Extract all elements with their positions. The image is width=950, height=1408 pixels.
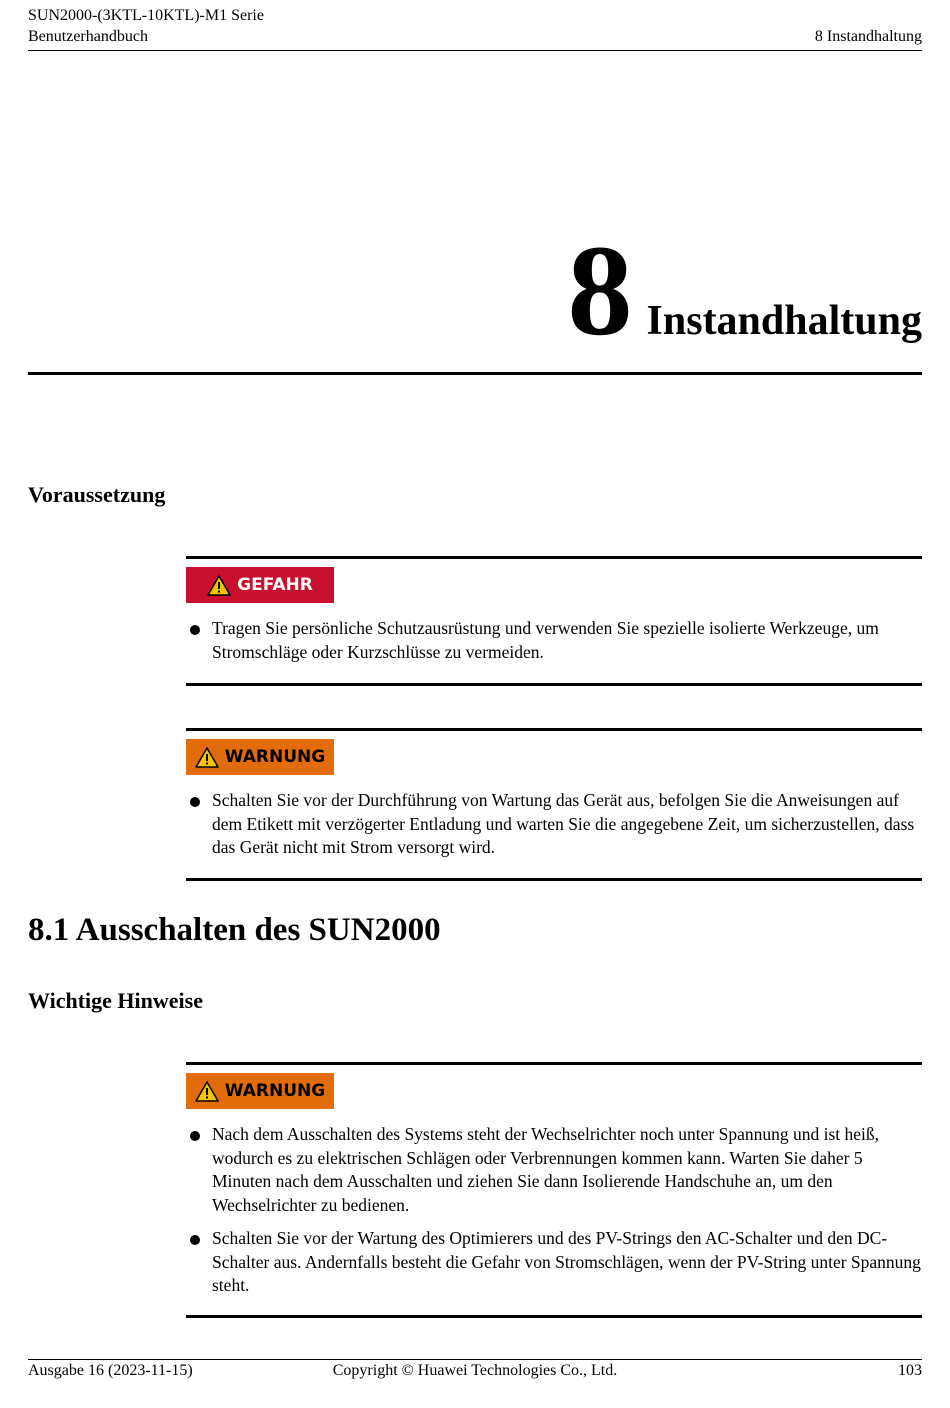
section-heading-8-1: 8.1 Ausschalten des SUN2000 xyxy=(28,912,441,948)
warning-triangle-icon xyxy=(195,1081,219,1102)
warning-item-text: Schalten Sie vor der Durchführung von Wartung das Gerät aus, befolgen Sie die Anweisungen auf dem Etikett mit verzögerter Entladung und warten Sie die angegebene Zeit, um sicherzustellen, dass das Gerät nicht mit Strom versorgt wird. xyxy=(212,790,915,857)
warning-label: WARNUNG xyxy=(224,747,326,767)
warning-item-text: Nach dem Ausschalten des Systems steht der Wechselrichter noch unter Spannung und ist heiß, wodurch es zu elektrischen Schlägen oder Verbrennungen kommen kann. Warten Sie daher 5 Minuten nach dem Ausschalten und ziehen Sie dann Isolierende Handschuhe an, um den Wechselrichter zu bedienen. xyxy=(212,1124,880,1215)
warning-notice-maintenance xyxy=(186,728,922,881)
header-product-title: SUN2000-(3KTL-10KTL)-M1 Serie xyxy=(28,7,264,24)
page-header xyxy=(28,5,922,47)
header-doc-type: Benutzerhandbuch xyxy=(28,28,148,45)
chapter-title: Instandhaltung xyxy=(646,298,922,344)
danger-badge xyxy=(186,567,334,603)
footer-edition: Ausgabe 16 (2023-11-15) xyxy=(28,1362,193,1379)
footer-divider xyxy=(28,1359,922,1360)
header-chapter-ref: 8 Instandhaltung xyxy=(814,28,922,45)
footer-page-number: 103 xyxy=(898,1362,922,1379)
list-item xyxy=(186,789,922,860)
danger-item-text: Tragen Sie persönliche Schutzausrüstung und verwenden Sie spezielle isolierte Werkzeuge, um Stromschläge oder Kurzschlüsse zu vermeiden. xyxy=(212,618,879,662)
important-notes-heading: Wichtige Hinweise xyxy=(28,988,203,1013)
chapter-heading xyxy=(567,219,922,363)
warning-badge xyxy=(186,1073,334,1109)
danger-label: GEFAHR xyxy=(237,575,313,595)
danger-notice xyxy=(186,556,922,686)
warning-item-text: Schalten Sie vor der Wartung des Optimierers und des PV-Strings den AC-Schalter und den DC-Schalter aus. Andernfalls besteht die Gefahr von Stromschlägen, wenn der PV-String unter Spannung steht. xyxy=(212,1228,921,1295)
warning-triangle-icon xyxy=(207,575,231,596)
bullet-icon xyxy=(190,625,200,635)
warning-label: WARNUNG xyxy=(224,1081,326,1101)
warning-notice-shutdown xyxy=(186,1062,922,1318)
footer-copyright: Copyright © Huawei Technologies Co., Ltd. xyxy=(332,1362,618,1379)
danger-items xyxy=(186,617,922,674)
warning-items xyxy=(186,1123,922,1308)
list-item xyxy=(186,617,922,664)
warning-triangle-icon xyxy=(195,747,219,768)
chapter-divider xyxy=(28,372,922,375)
list-item xyxy=(186,1227,922,1298)
warning-badge xyxy=(186,739,334,775)
prerequisite-heading: Voraussetzung xyxy=(28,482,166,507)
bullet-icon xyxy=(190,1235,200,1245)
bullet-icon xyxy=(190,1131,200,1141)
chapter-number: 8 xyxy=(567,219,633,363)
bullet-icon xyxy=(190,797,200,807)
list-item xyxy=(186,1123,922,1217)
warning-items xyxy=(186,789,922,870)
header-divider xyxy=(28,50,922,51)
